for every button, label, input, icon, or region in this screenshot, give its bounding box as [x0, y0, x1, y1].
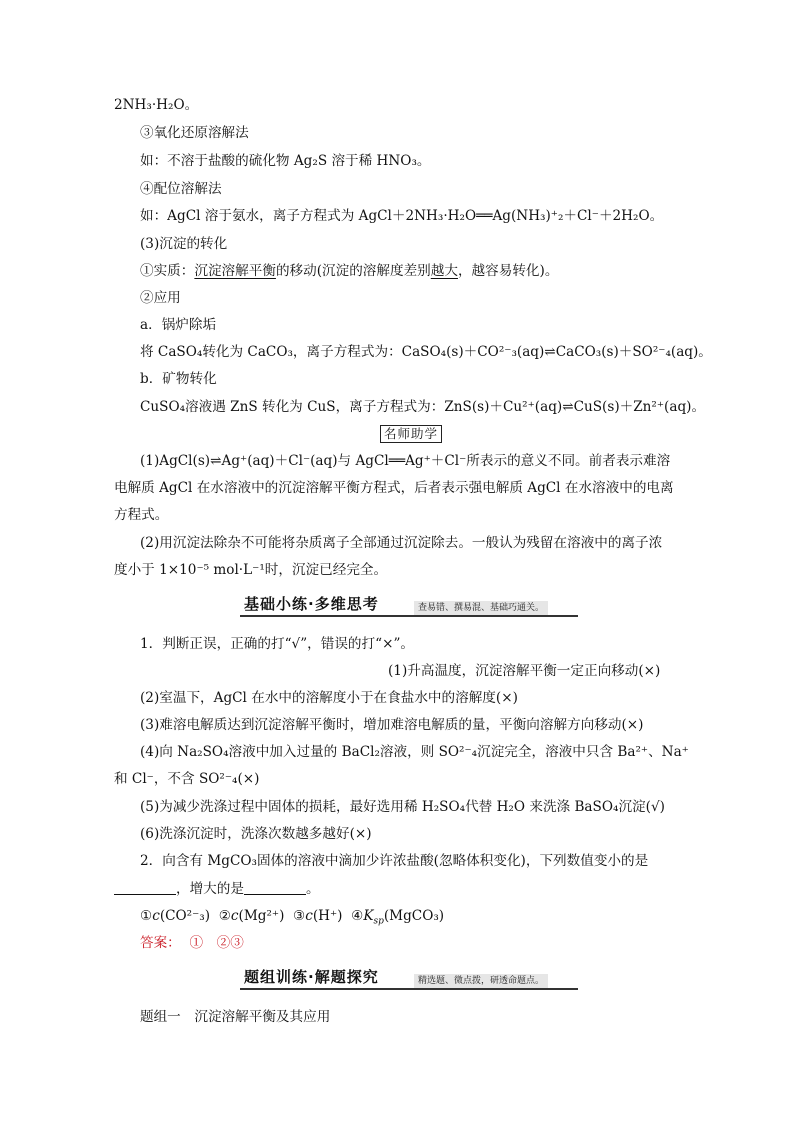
text-line: 将 CaSO₄转化为 CaCO₃，离子方程式为：CaSO₄(s)＋CO²⁻₃(aq)⇌CaCO₃(s)＋SO²⁻₄(aq)。	[140, 344, 712, 360]
section-tag: 查易错、撰易混、基础巧通关。	[414, 601, 548, 615]
section-title: 题组训练·解题探究	[244, 968, 379, 986]
text-line: 如：不溶于盐酸的硫化物 Ag₂S 溶于稀 HNO₃。	[140, 153, 431, 169]
question-item: (2)室温下，AgCl 在水中的溶解度小于在食盐水中的溶解度(×)	[140, 690, 518, 706]
question-options	[140, 907, 444, 931]
question-stem	[114, 880, 320, 898]
answer-blank	[244, 880, 306, 895]
option-subscript: sp	[373, 916, 384, 927]
section-rule	[240, 615, 578, 617]
text-fragment: ，增大的是	[176, 881, 244, 897]
text-line: ②应用	[140, 290, 181, 306]
subsection-heading: (3)沉淀的转化	[140, 236, 228, 252]
section-tag: 精选题、微点拨，研透命题点。	[414, 974, 548, 988]
section-rule	[240, 988, 578, 990]
question-item: (6)洗涤沉淀时，洗涤次数越多越好(×)	[140, 826, 372, 842]
question-item: (1)升高温度，沉淀溶解平衡一定正向移动(×)	[388, 663, 661, 679]
text-fragment: ，越容易转化)。	[457, 263, 559, 279]
question-stem: 1．判断正误，正确的打“√”，错误的打“×”。	[140, 636, 414, 652]
answer-line	[140, 934, 244, 952]
tip-text: (2)用沉淀法除杂不可能将杂质离子全部通过沉淀除去。一般认为残留在溶液中的离子浓	[140, 535, 663, 551]
text-line: b．矿物转化	[140, 371, 217, 387]
underlined-answer: 越大	[430, 263, 458, 279]
text-fragment: ①实质：	[140, 263, 195, 279]
option-value: (CO²⁻₃)	[159, 908, 211, 924]
text-fragment: 。	[305, 881, 320, 897]
question-item: (5)为减少洗涤过程中固体的损耗，最好选用稀 H₂SO₄代替 H₂O 来洗涤 BaSO₄沉淀(√)	[140, 799, 665, 815]
text-line: a．锅炉除垢	[140, 317, 217, 333]
option-number: ②	[218, 908, 231, 924]
option-number: ①	[140, 908, 153, 924]
option-symbol: c	[152, 908, 160, 924]
group-heading: 题组一 沉淀溶解平衡及其应用	[140, 1009, 331, 1025]
answer-value: ① ②③	[189, 935, 244, 951]
method-heading: ④配位溶解法	[140, 181, 222, 197]
question-stem: 2．向含有 MgCO₃固体的溶液中滴加少许浓盐酸(忽略体积变化)，下列数值变小的是	[140, 853, 649, 869]
option-symbol: c	[305, 908, 313, 924]
section-title: 基础小练·多维思考	[244, 595, 379, 613]
tip-box-label: 名师助学	[380, 425, 442, 443]
question-item: 和 Cl⁻，不含 SO²⁻₄(×)	[114, 771, 260, 787]
question-item: (3)难溶电解质达到沉淀溶解平衡时，增加难溶电解质的量，平衡向溶解方向移动(×)	[140, 717, 644, 733]
option-value: (Mg²⁺)	[238, 908, 285, 924]
option-number: ④	[351, 908, 364, 924]
text-line	[140, 262, 558, 280]
option-value: (MgCO₃)	[383, 908, 445, 924]
answer-blank	[114, 880, 176, 895]
option-number: ③	[293, 908, 306, 924]
method-heading: ③氧化还原溶解法	[140, 125, 249, 141]
tip-text: (1)AgCl(s)⇌Ag⁺(aq)＋Cl⁻(aq)与 AgCl══Ag⁺＋Cl⁻所表示的意义不同。前者表示难溶	[140, 453, 671, 469]
text-line: 2NH₃·H₂O。	[114, 97, 199, 113]
answer-label: 答案：	[140, 935, 181, 951]
option-value: (H⁺)	[312, 908, 343, 924]
tip-text: 电解质 AgCl 在水溶液中的沉淀溶解平衡方程式，后者表示强电解质 AgCl 在水溶液中的电离	[114, 480, 674, 496]
option-symbol: K	[363, 908, 374, 924]
option-symbol: c	[230, 908, 239, 924]
tip-text: 度小于 1×10⁻⁵ mol·L⁻¹时，沉淀已经完全。	[114, 562, 388, 578]
underlined-answer: 沉淀溶解平衡	[194, 263, 276, 279]
text-fragment: 的移动(沉淀的溶解度差别	[275, 263, 431, 279]
question-item: (4)向 Na₂SO₄溶液中加入过量的 BaCl₂溶液，则 SO²⁻₄沉淀完全，溶液中只含 Ba²⁺、Na⁺	[140, 744, 689, 760]
text-line: CuSO₄溶液遇 ZnS 转化为 CuS，离子方程式为：ZnS(s)＋Cu²⁺(aq)⇌CuS(s)＋Zn²⁺(aq)。	[140, 399, 706, 415]
tip-text: 方程式。	[114, 507, 169, 523]
text-line: 如：AgCl 溶于氨水，离子方程式为 AgCl＋2NH₃·H₂O══Ag(NH₃)⁺₂＋Cl⁻＋2H₂O。	[140, 208, 664, 224]
